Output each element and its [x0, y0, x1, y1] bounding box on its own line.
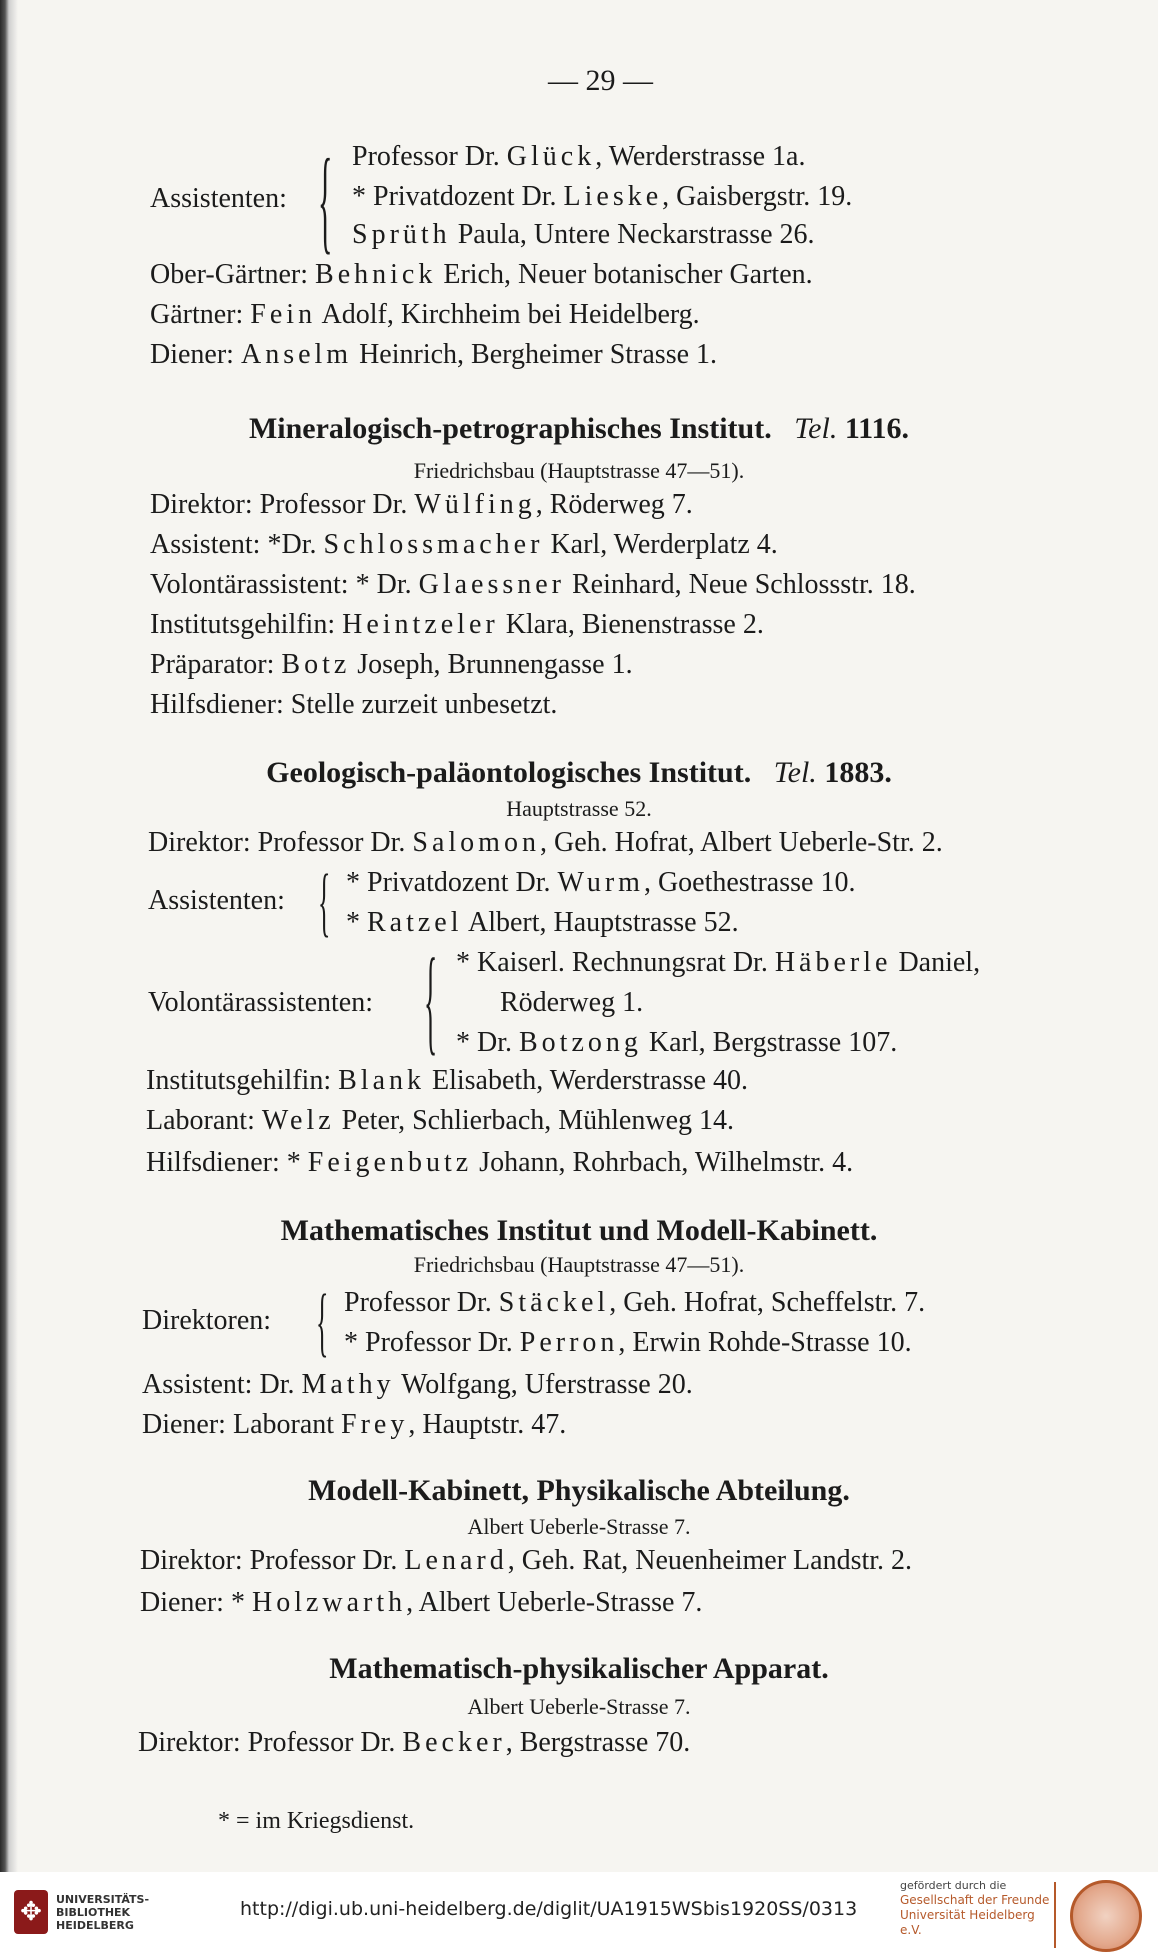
- permalink-url[interactable]: http://digi.ub.uni-heidelberg.de/diglit/UA1915WSbis1920SS/0313: [240, 1898, 858, 1920]
- assistenten-label: Assistenten:: [150, 183, 287, 214]
- university-seal-icon: [1070, 1880, 1142, 1952]
- section-heading: Geologisch-paläontologisches Institut. Tel. 1883.: [266, 756, 892, 789]
- staff-row: Präparator: Botz Joseph, Brunnengasse 1.: [150, 649, 633, 680]
- staff-row: Institutsgehilfin: Blank Elisabeth, Werderstrasse 40.: [146, 1065, 749, 1096]
- staff-row: Direktor: Professor Dr. Salomon, Geh. Hofrat, Albert Ueberle-Str. 2.: [148, 827, 943, 858]
- footnote: * = im Kriegsdienst.: [218, 1808, 415, 1834]
- library-logo[interactable]: [14, 1890, 149, 1934]
- staff-row: Hilfsdiener: Stelle zurzeit unbesetzt.: [150, 689, 558, 720]
- volontaer-label: Volontärassistenten:: [148, 987, 374, 1018]
- page-number: — 29 —: [548, 64, 653, 97]
- staff-row: Assistent: Dr. Mathy Wolfgang, Uferstrasse 20.: [142, 1369, 693, 1400]
- staff-row: Gärtner: Fein Adolf, Kirchheim bei Heidelberg.: [150, 299, 700, 330]
- staff-row: Institutsgehilfin: Heintzeler Klara, Bienenstrasse 2.: [150, 609, 764, 640]
- volontaer-entry: * Dr. Botzong Karl, Bergstrasse 107.: [456, 1027, 898, 1058]
- staff-row: Direktor: Professor Dr. Wülfing, Röderweg 7.: [150, 489, 693, 520]
- sponsor-text[interactable]: gefördert durch die Gesellschaft der Freunde Universität Heidelberg e.V.: [900, 1879, 1050, 1937]
- staff-row: Laborant: Welz Peter, Schlierbach, Mühlenweg 14.: [146, 1105, 734, 1136]
- section-address: Albert Ueberle-Strasse 7.: [467, 1514, 691, 1539]
- direktor-entry: Professor Dr. Stäckel, Geh. Hofrat, Scheffelstr. 7.: [344, 1287, 926, 1318]
- sponsor-divider: [1054, 1882, 1056, 1948]
- staff-row: Diener: Laborant Frey, Hauptstr. 47.: [142, 1409, 567, 1440]
- section-heading: Mathematisch-physikalischer Apparat.: [329, 1652, 829, 1685]
- staff-row: Diener: * Holzwarth, Albert Ueberle-Strasse 7.: [140, 1587, 703, 1618]
- section-address: Friedrichsbau (Hauptstrasse 47—51).: [413, 1252, 745, 1277]
- section-address: Albert Ueberle-Strasse 7.: [467, 1694, 691, 1719]
- direktor-entry: * Professor Dr. Perron, Erwin Rohde-Strasse 10.: [344, 1327, 912, 1358]
- staff-row: Direktor: Professor Dr. Becker, Bergstrasse 70.: [138, 1727, 691, 1758]
- brace: {: [318, 135, 333, 265]
- staff-row: Diener: Anselm Heinrich, Bergheimer Strasse 1.: [150, 339, 718, 370]
- assistent-entry: * Privatdozent Dr. Lieske, Gaisbergstr. 19.: [352, 181, 853, 212]
- staff-row: Assistent: *Dr. Schlossmacher Karl, Werderplatz 4.: [150, 529, 778, 560]
- staff-row: Volontärassistent: * Dr. Glaessner Reinhard, Neue Schlossstr. 18.: [150, 569, 916, 600]
- assistent-entry: * Ratzel Albert, Hauptstrasse 52.: [346, 907, 739, 938]
- library-name: UNIVERSITÄTS- BIBLIOTHEK HEIDELBERG: [56, 1892, 150, 1932]
- staff-row: Direktor: Professor Dr. Lenard, Geh. Rat, Neuenheimer Landstr. 2.: [140, 1545, 913, 1576]
- scan-edge: [0, 0, 18, 1872]
- section-heading: Mathematisches Institut und Modell-Kabinett.: [280, 1214, 878, 1247]
- assistenten-label: Assistenten:: [148, 885, 285, 916]
- section-heading: Mineralogisch-petrographisches Institut. Tel. 1116.: [248, 412, 910, 445]
- section-heading: Modell-Kabinett, Physikalische Abteilung.: [308, 1474, 850, 1507]
- direktoren-label: Direktoren:: [142, 1305, 272, 1336]
- volontaer-entry: Röderweg 1.: [500, 987, 644, 1018]
- assistent-entry: Sprüth Paula, Untere Neckarstrasse 26.: [352, 219, 815, 250]
- brace: {: [316, 1277, 329, 1364]
- assistent-entry: Professor Dr. Glück, Werderstrasse 1a.: [352, 141, 806, 172]
- viewer-footer: [0, 1872, 1158, 1959]
- brace: {: [424, 933, 438, 1066]
- library-emblem-icon: ✥: [14, 1890, 48, 1934]
- brace: {: [318, 857, 331, 944]
- assistent-entry: * Privatdozent Dr. Wurm, Goethestrasse 10.: [346, 867, 856, 898]
- section-address: Hauptstrasse 52.: [506, 796, 652, 821]
- volontaer-entry: * Kaiserl. Rechnungsrat Dr. Häberle Daniel,: [456, 947, 981, 978]
- staff-row: Hilfsdiener: * Feigenbutz Johann, Rohrbach, Wilhelmstr. 4.: [146, 1147, 854, 1178]
- staff-row: Ober-Gärtner: Behnick Erich, Neuer botanischer Garten.: [150, 259, 813, 290]
- section-address: Friedrichsbau (Hauptstrasse 47—51).: [413, 458, 745, 483]
